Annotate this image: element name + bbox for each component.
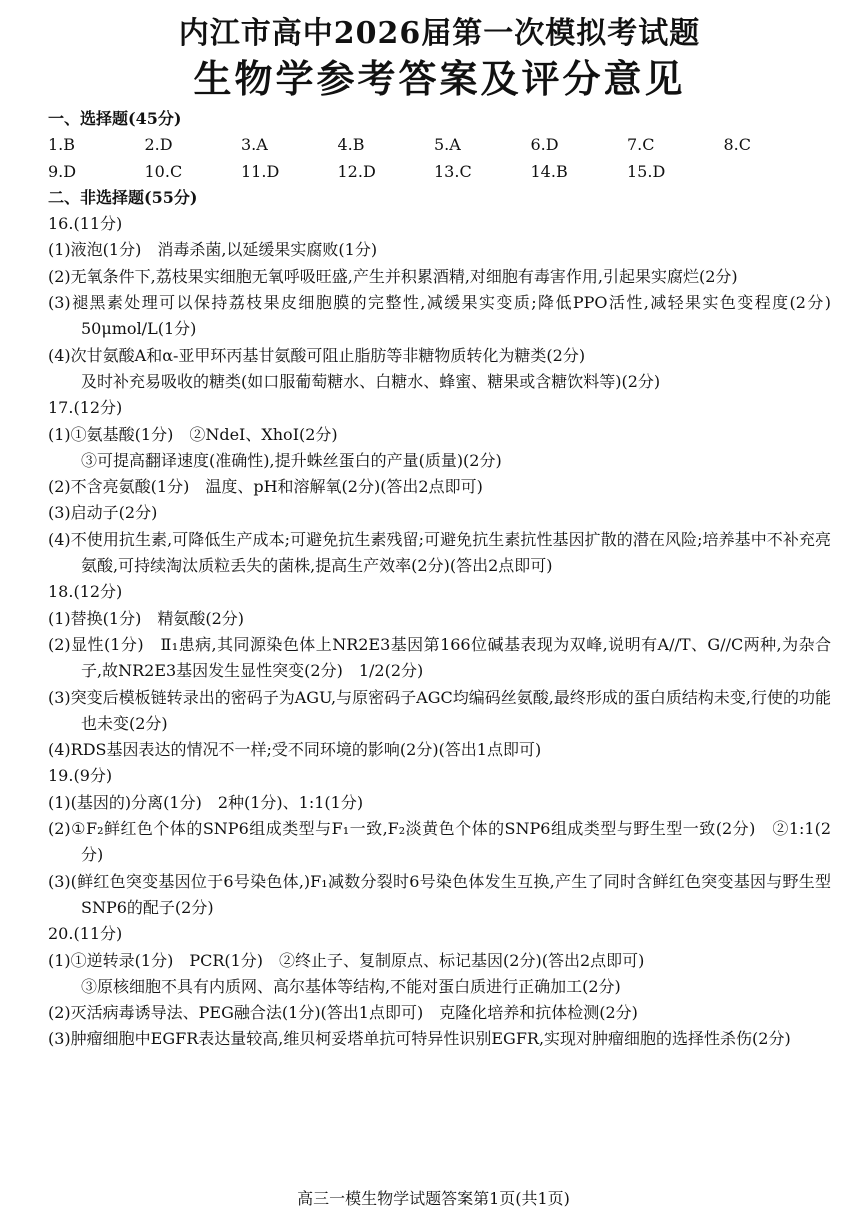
choice-answer: 9.D	[48, 161, 77, 181]
answer-line: (2)灭活病毒诱导法、PEG融合法(1分)(答出1点即可) 克隆化培养和抗体检测(2分)	[48, 1003, 638, 1023]
section-heading-nonchoice: 二、非选择题(55分)	[48, 187, 198, 207]
answer-line: (1)替换(1分) 精氨酸(2分)	[48, 608, 244, 628]
answer-line: 及时补充易吸收的糖类(如口服葡萄糖水、白糖水、蜂蜜、糖果或含糖饮料等)(2分)	[81, 371, 661, 391]
question-19-heading: 19.(9分)	[48, 766, 113, 786]
section-heading-choice: 一、选择题(45分)	[48, 109, 182, 128]
choice-answer: 13.C	[434, 161, 472, 181]
choice-answer: 2.D	[144, 135, 173, 155]
answer-line: (1)①逆转录(1分) PCR(1分) ②终止子、复制原点、标记基因(2分)(答出2点即可)	[48, 950, 645, 970]
choice-answer: 10.C	[144, 161, 183, 181]
question-17-heading: 17.(12分)	[48, 398, 123, 418]
answer-line: ③原核细胞不具有内质网、高尔基体等结构,不能对蛋白质进行正确加工(2分)	[81, 976, 621, 996]
choice-answer: 3.A	[241, 135, 268, 155]
answer-line: (3)褪黑素处理可以保持荔枝果皮细胞膜的完整性,减缓果实变质;降低PPO活性,减轻果实色变程度(2分) 50μmol/L(1分)	[48, 293, 848, 339]
answer-line: (2)不含亮氨酸(1分) 温度、pH和溶解氧(2分)(答出2点即可)	[48, 477, 483, 497]
question-20-heading: 20.(11分)	[48, 924, 123, 944]
answer-line: (2)无氧条件下,荔枝果实细胞无氧呼吸旺盛,产生并积累酒精,对细胞有毒害作用,引起果实腐烂(2分)	[48, 266, 738, 286]
answer-line: (3)(鲜红色突变基因位于6号染色体,)F₁减数分裂时6号染色体发生互换,产生了同时含鲜红色突变基因与野生型SNP6的配子(2分)	[48, 871, 831, 917]
answer-line: (4)次甘氨酸A和α-亚甲环丙基甘氨酸可阻止脂肪等非糖物质转化为糖类(2分)	[48, 345, 586, 365]
choice-answer: 11.D	[241, 161, 280, 181]
choice-answer: 1.B	[48, 135, 76, 155]
choice-answer: 4.B	[337, 135, 365, 155]
question-18-heading: 18.(12分)	[48, 582, 123, 602]
exam-title: 内江市高中2026届第一次模拟考试题	[178, 16, 701, 51]
choice-answer: 7.C	[627, 135, 655, 155]
answer-line: (2)显性(1分) Ⅱ₁患病,其同源染色体上NR2E3基因第166位碱基表现为双峰,说明有A//T、G//C两种,为杂合子,故NR2E3基因发生显性突变(2分) 1/2(2分)	[48, 634, 831, 681]
choice-answer: 12.D	[337, 161, 376, 181]
choice-answer: 15.D	[627, 161, 666, 181]
choice-answer: 14.B	[530, 161, 568, 181]
answer-line: (4)不使用抗生素,可降低生产成本;可避免抗生素残留;可避免抗生素抗性基因扩散的潜在风险;培养基中不补充亮氨酸,可持续淘汰质粒丢失的菌株,提高生产效率(2分)(答出2点即可)	[48, 529, 831, 576]
answer-line: ③可提高翻译速度(准确性),提升蛛丝蛋白的产量(质量)(2分)	[81, 450, 502, 470]
choice-answer: 6.D	[530, 135, 559, 155]
answer-line: (1)液泡(1分) 消毒杀菌,以延缓果实腐败(1分)	[48, 240, 378, 260]
answer-line: (3)启动子(2分)	[48, 503, 158, 523]
page-footer: 高三一模生物学试题答案第1页(共1页)	[297, 1189, 570, 1208]
answer-title: 生物学参考答案及评分意见	[193, 56, 686, 101]
choice-answers-row-1	[48, 132, 831, 158]
answer-line: (1)(基因的)分离(1分) 2种(1分)、1:1(1分)	[48, 792, 364, 812]
answer-line: (1)①氨基酸(1分) ②NdeⅠ、XhoⅠ(2分)	[48, 424, 338, 444]
question-16-heading: 16.(11分)	[48, 214, 123, 234]
choice-answer: 8.C	[723, 135, 752, 155]
choice-answer: 5.A	[434, 135, 461, 155]
answer-line: (3)突变后模板链转录出的密码子为AGU,与原密码子AGC均编码丝氨酸,最终形成的蛋白质结构未变,行使的功能也未变(2分)	[48, 687, 831, 733]
answer-line: (2)①F₂鲜红色个体的SNP6组成类型与F₁一致,F₂淡黄色个体的SNP6组成类型与野生型一致(2分) ②1:1(2分)	[48, 819, 831, 865]
answer-line: (3)肿瘤细胞中EGFR表达量较高,维贝柯妥塔单抗可特异性识别EGFR,实现对肿瘤细胞的选择性杀伤(2分)	[48, 1029, 791, 1049]
answer-line: (4)RDS基因表达的情况不一样;受不同环境的影响(2分)(答出1点即可)	[48, 740, 542, 760]
choice-answers-row-2	[48, 159, 831, 185]
